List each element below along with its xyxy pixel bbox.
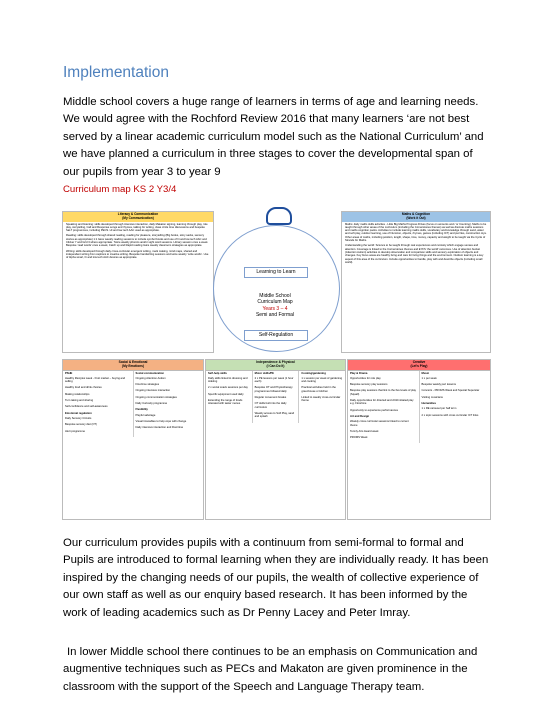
independence-col3-item: Linked to weekly cross-curricular theme — [301, 396, 341, 403]
school-logo-mark — [266, 207, 292, 225]
social-col2-head: Social communication — [135, 371, 165, 375]
social-col1-item2: Alert programme — [65, 429, 86, 433]
creative-col1-item: Bespoke sensory play sessions — [350, 383, 388, 387]
independence-col3-head: Cooking/gardening — [301, 371, 326, 375]
independence-subtitle: (I Can Do It) — [266, 363, 285, 368]
center-years: Years 3 – 4 — [262, 305, 288, 312]
independence-col2-item: 2 x PE lessons per week (1 hour each) — [254, 376, 294, 384]
creative-col2-item: Visiting musicians — [421, 395, 443, 399]
social-col2-item: Ongoing Attention Autism — [135, 376, 166, 380]
social-col2-head2: Flexibility — [135, 408, 148, 412]
social-col1-item2: Bespoke sensory diet (OT) — [65, 423, 97, 427]
social-title: Social & Emotional — [118, 360, 148, 364]
independence-col-2 — [253, 371, 300, 423]
maths-header — [342, 212, 490, 222]
creative-title: Creative — [412, 360, 426, 364]
section-heading: Implementation — [63, 64, 169, 81]
lower-middle-paragraph — [63, 644, 489, 696]
social-col1-item: Turn taking and sharing — [65, 399, 94, 403]
center-title-line2: Curriculum Map — [257, 299, 293, 306]
social-col1-item: Making relationships — [65, 392, 90, 396]
independence-header — [206, 360, 345, 370]
creative-col1-item: Opportunity to experience performances — [350, 408, 398, 412]
creative-col1-item2: Weekly cross curricular sessions linked to current theme — [350, 420, 409, 427]
social-panel — [62, 359, 204, 520]
creative-subtitle: (Let's Play) — [410, 363, 428, 368]
independence-col2-item: OT skills built into the daily curriculum — [254, 402, 287, 409]
independence-col2-item: Weekly access to Soft Play, sand and splash — [254, 411, 295, 419]
social-col-1 — [63, 371, 134, 437]
creative-col2-item2: 2 x topic sessions with cross curricular ICT links — [421, 413, 479, 417]
social-col2-item: Floortime strategies — [135, 383, 160, 387]
social-col2-item: Ongoing communication strategies — [135, 395, 177, 399]
independence-col-1 — [206, 371, 253, 423]
creative-col2-head: Music — [421, 371, 430, 375]
independence-col-3 — [299, 371, 345, 423]
creative-panel — [347, 359, 491, 520]
maths-text: Maths: daily maths skills activities - Little Big Maths Progress Drives (focus on amounts and / or Counting). Maths to be taught through other areas of the curriculum (including the Cornerstones themes) as well as discrete maths sessions and maths cognition packs. Activities to include learning maths skills, vocabulary and knowledge through sand, water and soft play, outdoor learning, use of Numicon, objects, rhymes, games (including ICT) and puzzles, construction toys. Other areas of maths, including position, length, shape, time, money, capacity and weight to be taught via the Cycle of Strands for Maths. — [345, 222, 487, 243]
independence-col3-item: 1 x session per week of gardening and cooking — [301, 376, 343, 384]
social-col1-head: PSHE — [65, 371, 73, 375]
independence-col1-item: 2 x social snack sessions per day — [208, 386, 248, 390]
literacy-speaking: Speaking and listening: skills developed through intensive interaction, daily Makaton signing, learning through play, role play, storytelling, Call and Response songs and rhymes, talking for writing, class circle time discussions and bespoke SaLT programmes, including PECS. HI and low tech AAC used as appropriate. — [66, 222, 208, 233]
creative-col1-head: Play & Drama — [350, 371, 368, 375]
creative-col1-item2: Termly Arts Award week — [350, 429, 379, 433]
intro-paragraph: Middle school covers a huge range of learners in terms of age and learning needs. We would agree with the Rochford Review 2016 that many learners ‘are not best served by a linear academic curriculum model such as the National Curriculum’ and we have planned a curriculum in three stages to cover the developmental span of our pupils from year 3 to year 9 — [63, 96, 484, 178]
learning-to-learn-box: Learning to Learn — [244, 267, 308, 278]
independence-col2-item: Regular movement breaks — [254, 396, 287, 400]
independence-col3-item: Practical activities held in the greenhouse or kitchen — [301, 386, 336, 393]
social-col1-item2: Daily Sensory Circuits — [65, 416, 92, 420]
literacy-header — [63, 212, 213, 222]
map-caption: Curriculum map KS 2 Y3/4 — [63, 184, 177, 195]
social-col1-item: Healthy food and drink choices — [65, 386, 102, 390]
independence-col1-head: Self-help skills — [208, 371, 227, 375]
social-col2-item2: Daily intensive interaction and Floortime — [135, 426, 184, 430]
social-subtitle: (My Emotions) — [122, 363, 144, 368]
literacy-subtitle: (My Communication) — [122, 215, 154, 220]
maths-title: Maths & Cognition — [401, 212, 431, 216]
creative-col-1 — [348, 371, 420, 444]
independence-title: Independence & Physical — [256, 360, 295, 364]
independence-col1-item: Extending the range of foods tolerated with taster menus — [208, 399, 243, 406]
creative-col1-item: Daily opportunities for directed and child initiated play e.g. Floortime — [350, 399, 414, 406]
self-regulation-box: Self-Regulation — [244, 330, 308, 341]
center-stage: Semi and Formal — [255, 311, 295, 318]
creative-col2-item: 1 x per week — [421, 376, 437, 380]
social-col2-item: Ongoing intensive interaction — [135, 389, 171, 393]
social-col1-item: Self-confidence and self-awareness — [65, 405, 108, 409]
lower-middle-text: In lower Middle school there continues to be an emphasis on Communication and augmentive techniques such as PECs and Makaton are given prominence in the classroom with the support of the Speech and Language Therapy team. — [63, 646, 478, 693]
maths-subtitle: (Work it Out) — [406, 215, 426, 220]
literacy-writing: Writing: skills developed through daily cross-curricular emergent writing, mark making, mind maps, shared and independent writing from captions to creative writing. Bespoke handwriting sessions and twice weekly ‘write words’. Use of Alpha smart, hi and low tech AAC devices as appropriate. — [66, 249, 209, 260]
center-title — [232, 293, 318, 318]
social-col2-item: Daily Curiosity programme — [135, 402, 168, 406]
creative-col1-head2: Art and Design — [350, 414, 370, 418]
social-col2-item2: Playful sabotage — [135, 413, 156, 417]
creative-col2-head2: Humanities — [421, 402, 436, 406]
creative-col-2 — [420, 371, 491, 444]
independence-col1-item: Daily skills linked to dressing and toileting — [208, 376, 248, 384]
understanding-world-text: Understanding the world: Science to be taught through real experiences and curiosity which engage senses and attention. Coverage is linked to the Cornerstones themes and EYFS ‘the world’ outcomes. Use of attention bucket (Attention Autism) activities to develop observation and comparison skills and sensory exploration of objects and changes. Key focus areas are healthy living and care for living things and the environment. Outdoor learning is a key aspect of this area of the curriculum. Include opportunities to handle, play with and describe objects (including small world). — [345, 244, 484, 264]
independence-panel — [205, 359, 346, 520]
center-title-line1: Middle School — [259, 293, 291, 299]
literacy-panel — [62, 211, 214, 353]
curriculum-map — [62, 207, 489, 518]
creative-header — [348, 360, 490, 370]
literacy-title: Literacy & Communication — [117, 212, 159, 216]
literacy-reading: Reading: skills developed through shared reading, reading for pleasure, storytelling (Big books, story sacks, sensory stories as appropriate) 1:1 twice weekly reading sessions to include symbol books and use of hi and low tech AAC and Clicker 7 and Grid 3 where appropriate. Twice weekly phonics and/or sight word sessions. Library session once a week. Bespoke ‘read words’ once a week, Catch up and Rapid reading twice weekly classroom strategies as appropriate. — [66, 234, 209, 248]
creative-col2-item2: 1 x RE carousel per half term — [421, 407, 457, 411]
curriculum-paragraph: Our curriculum provides pupils with a continuum from semi-formal to formal and Pupils are introduced to formal learning when they are individually ready. It has been inspired by the changing needs of our pupils, the wealth of collective experience of our own staff as well as our enquiry based research. It has been informed by the work of leading academics such as Dr Penny Lacey and Peter Imray. — [63, 537, 489, 619]
social-col2-item2: Visual timetables to help cope with change — [135, 419, 187, 423]
independence-col2-head: Motor skills/PE — [254, 371, 274, 375]
creative-col1-item2: PROMS Week — [350, 436, 368, 440]
creative-col1-item: Opportunities for role play — [350, 376, 381, 380]
independence-col1-item: Specific equipment used daily — [208, 392, 244, 396]
social-col-2 — [134, 371, 204, 437]
social-col1-item: Healthy lifestyles week - Fruit market – buying and selling — [65, 376, 126, 384]
social-header — [63, 360, 203, 370]
maths-panel — [341, 211, 491, 353]
independence-col2-item: Bespoke OT and Physiotherapy programmes followed daily — [254, 386, 293, 393]
creative-col2-item: Concerts - PROMS Week and Special Superstar — [421, 389, 480, 393]
creative-col1-item: Bespoke play sessions that link to the five levels of play (Squall) — [350, 389, 417, 396]
creative-col2-item: Bespoke weekly peri lessons — [421, 383, 457, 387]
social-col1-head2: Emotional regulation — [65, 411, 92, 415]
